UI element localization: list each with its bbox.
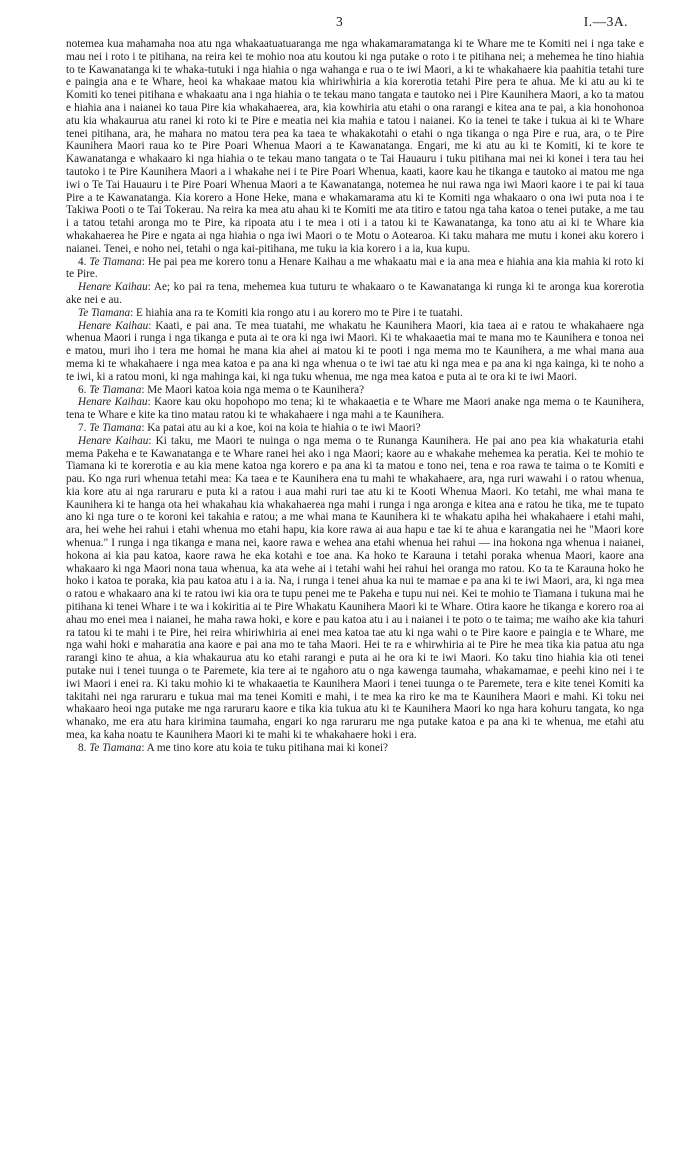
speaker-name: Te Tiamana [78,306,131,319]
paragraph-text: Ae; ko pai ra tena, mehemea kua tuturu te whakaaro o te Kawanatanga ki runga ki te aronga kua korerotia ake nei e au. [66,281,644,306]
speaker-name: Henare Kaihau [78,281,148,294]
paragraph: 6. Te Tiamana: Me Maori katoa koia nga mema o te Kaunihera? [78,383,365,396]
paragraph-text: Kaati, e pai ana. Te mea tuatahi, me whakatu he Kaunihera Maori, kia taea ai e ratou te whakahaere nga whenua Maori i runga i nga tikanga e puta ai te ora ki nga iwi Maori. Ki te whakaaetia mai te mana mo te Kaunihera e tonoa nei e matou, muri iho i tera me homai he mana kia ahei ai matou ki te pooti i nga mema mo te Kaunihera, a me whai mana aua mema ki te whakahaere i nga mea katoa e pa ana ki nga whenua o te iwi tae atu ki nga mea e pa ana ki nga kainga, ki te noho a te iwi, ki a ratou moni, ki nga mahinga kai, ki nga tuku whenua, me nga mea katoa e puta ai te ora ki te iwi Maori. [66,319,644,383]
paragraph-text: A me tino kore atu koia te tuku pitihana mai ki konei? [146,741,389,754]
speaker-name: Henare Kaihau [78,434,149,447]
speaker-name: Henare Kaihau [78,319,149,332]
paragraph: Te Tiamana: E hiahia ana ra te Komiti kia rongo atu i au korero mo te Pire i te tuatahi. [78,306,463,319]
paragraph-text: notemea kua mahamaha noa atu nga whakaatuatuaranga me nga whakamaramatanga ki te Whare me te Komiti nei i nga take e mau nei i roto i te pitihana, na reira kei te mohio noa atu koutou ki nga putake o roto i te pitihana nei; a mehemea he tino hiahia to te Kawanatanga ki te whaka-tutuki i nga hiahia o nga wahanga e rua o te iwi Maori, a ki te whakahaere kia paahitia tetahi ture e paingia ana e te Whare, heoi ka whakaae matou kia whiriwhiria a kia korerotia tetahi Pire pera te ahua. Me ki atu au ki te Komiti ko tenei pitihana e whakaatu ana i nga hiahia o te tekau mano tangata e tautoko nei i Pire Kaunihera Maori, a ko ta matou e hiahia ana i naianei ko taua Pire kia whakahaerea, ara, kia kowhiria atu etahi o ona rarangi e kitea ana te pai, a kia honohonoa atu kia whakaurua atu ranei ki roto ki te Pire e meatia nei kia mahia e tatou i naianei. Ko ia tenei te take i tukua ai ki te Whare tenei pitihana, ara, he mahara no matou tera pea ka taea te whakakotahi o etahi o nga tikanga o nga Pire e rua, ara, o te Pire Kaunihera Maori raua ko te Pire Poari Whenua Maori a te Kawanatanga. Engari, me ki atu au ki te Komiti, ki te kore te Kawanatanga e whakaaro ki nga hiahia o te tekau mano tangata o te Tai Hauauru i tuku pitihana mai nei ki konei i tera tau hei tautoko i te Pire Kaunihera Maori a i whakahe nei i te Pire Poari Whenua, kaati, kaore kau he tikanga e tautoko ai matou me nga iwi o Te Tai Hauauru i te Pire Poari Whenua Maori a te Kawanatanga, notemea he nui rawa nga iwi Maori kaore i te pai ki taua Pire a te Kawanatanga. Kia korero a Hone Heke, mana e whakamarama atu ki te Komiti nga whakaaro o ona iwi puta noa i te Takiwa Pooti o te Tai Tokerau. Na reira ka mea atu ahau ki te Komiti me ata titiro e tatou nga taha katoa o tenei putake, a me tau i a tatou tetahi aronga mo te Pire, ka ripoata atu i te mea i oti i a tatou ki te Kawanatanga, ka tono atu ai ki te Whare kia whakahaerea he Pire e ngata ai nga hiahia o nga iwi Maori o te Motu o Aotearoa. Ki taku mahara me mutu i konei aku korero i naianei. Tenei, e noho nei, tetahi o nga kai-pitihana, me tuku ia kia korero i a ia, kua kupu. [66,38,644,255]
paragraph: 8. Te Tiamana: A me tino kore atu koia te tuku pitihana mai ki konei? [78,741,389,754]
speaker-name: Te Tiamana [89,255,142,268]
document-reference: I.—3A. [583,14,628,29]
speaker-name: Te Tiamana [89,421,142,434]
question-number: 8. [78,741,87,754]
question-number: 6. [78,383,87,396]
paragraph-text: Ka patai atu au ki a koe, koi na koia te hiahia o te iwi Maori? [147,421,421,434]
question-number: 4. [78,255,87,268]
paragraph [66,38,644,256]
page-number: 3 [336,14,343,29]
speaker-name: Te Tiamana [89,741,142,754]
document-body [66,38,644,755]
page-header [0,0,700,40]
question-number: 7. [78,421,87,434]
paragraph: Henare Kaihau: Kaati, e pai ana. Te mea tuatahi, me whakatu he Kaunihera Maori, kia taea ai e ratou te whakahaere nga whenua Maori i runga i nga tikanga e puta ai te ora ki nga iwi Maori. Ki te whakaaetia mai te mana mo te Kaunihera e tonoa nei e matou, muri iho i tera me homai he mana kia ahei ai matou ki te pooti i nga mema mo te Kaunihera, a me whai mana aua mema ki te whakahaere i nga mea katoa e pa ana ki nga whenua o te iwi tae atu ki nga mea e pa ana ki nga kainga, ki te noho a te iwi, ki a ratou moni, ki nga mahinga kai, ki nga tuku whenua, me nga mea katoa e puta ai te ora ki te iwi Maori. [66,319,644,383]
paragraph: 4. Te Tiamana: He pai pea me korero tonu a Henare Kaihau a me whakaatu mai e ia ana mea e hiahia ana kia mahia ki roto ki te Pire. [66,255,645,281]
paragraph: Henare Kaihau: Ae; ko pai ra tena, mehemea kua tuturu te whakaaro o te Kawanatanga ki runga ki te aronga kua korerotia ake nei e au. [66,281,644,306]
paragraph: Henare Kaihau: Kaore kau oku hopohopo mo tena; ki te whakaaetia e te Whare me Maori anake nga mema o te Kaunihera, tena te Whare e kite ka tino matau ratou ki te whakahaere i nga mahi a te Kaunihera. [66,396,644,422]
speaker-name: Henare Kaihau [78,396,148,409]
paragraph: 7. Te Tiamana: Ka patai atu au ki a koe, koi na koia te hiahia o te iwi Maori? [78,421,421,434]
speaker-name: Te Tiamana [89,383,142,396]
paragraph-text: He pai pea me korero tonu a Henare Kaihau a me whakaatu mai e ia ana mea e hiahia ana kia mahia ki roto ki te Pire. [66,255,645,281]
paragraph-text: E hiahia ana ra te Komiti kia rongo atu i au korero mo te Pire i te tuatahi. [136,306,463,319]
paragraph-text: Kaore kau oku hopohopo mo tena; ki te whakaaetia e te Whare me Maori anake nga mema o te Kaunihera, tena te Whare e kite ka tino matau ratou ki te whakahaere i nga mahi a te Kaunihera. [66,396,644,422]
paragraph: Henare Kaihau: Ki taku, me Maori te nuinga o nga mema o te Runanga Kaunihera. He pai ano pea kia whakaturia etahi mema Pakeha e te Kawanatanga e te Whare ranei hei ako i nga Maori; kaore au e whakahe mehemea ka peratia. Kei te mohio te Tiamana ki te korerotia e au kia mene katoa nga korero e pa ana ki ta matou e tono nei, tena e roa rawa te taima o te Komiti e pau. Ko nga ruri whenua tetahi mea: Ka taea e te Kaunihera ena tu mahi te whakahaere, ara, nga ruri wawahi i o ratou whenua, kia kore atu ai nga raruraru e puta ki a ratou i aua mahi ruri tae atu ki te Kooti Whenua Maori. Ko tetahi, me whai mana te Kaunihera ki te hanga ota hei whakahau kia whakahaerea nga mahi i runga i nga aronga e kitea ana e ratou he tika, me te tupato ano ki nga ture o te koroni kei takahia e ratou; a me whai mana te Kaunihera ki te whakatu apiha hei whakahaere i etahi mahi, ara, hei wehe hei rahui i etahi whenua mo etahi hapu, kia kore rawa ai aua hapu e tae ki te ahua e karangatia nei he "Maori kore whenua." I runga i nga tikanga e mana nei, kaore rawa e wehea ana etahi whenua hei rahui — ina hokona nga whenua i naianei, hokona ai kia pau katoa, kaore rawa he eka kotahi e toe ana. Ka hoko te Karauna i tetahi poraka whenua Maori, kaore ana whakaaro ki nga Maori nona taua whenua, ka ata wehe ai i tetahi wahi hei rahui hei oranga mo ratou. Ko ta te Karauna hoko he hoko i katoa te poraka, kia pau katoa atu i a ia. Na, i runga i tenei ahua ka nui te mamae e pa ana ki te iwi Maori, ara, ki nga mea o ratou e whakaaro ana ki te ratou iwi kia ora te tupu penei me te Pakeha e tupu nui nei. Kei te mohio te Tiamana i tukuna mai he pitihana ki tenei Whare i te wa i kokiritia ai te Pire Whakatu Kaunihera Maori ki te Whare. Otira kaore he tikanga e korero roa ai ahau mo enei mea i naianei, he maha rawa hoki, e kore e pau katoa atu i au i naianei i te poto o te taima; me waiho ake kia tahuri ra tatou ki te mahi i te Pire, hei reira whiriwhiria ai enei mea katoa tae atu ki nga wahi o te Pire kaore e paingia e te Whare, me nga wahi hoki e maharatia ana kaore e pai ana mo te taha Maori. Hei te ra e whirwhiria ai te Pire he mea tika kia patua atu nga rarangi kino te ahua, a kia whakaurua atu ko etahi rarangi e puta ai he ora ki te iwi Maori. Ko taku tino hiahia kia oti tenei putake nui i tenei tuunga o te Paremete, kia tere ai te ngahoro atu o nga kawenga taumaha, whakamamae, e peehi kino nei i te iwi Maori i enei ra. Ki taku mohio ki te whakaaetia te Kaunihera Maori i tenei tuunga o te Paremete, tera e kite tenei Komiti ka takitahi nei nga raruraru e tukua mai ma tenei Komiti e mahi, i te mea ka riro ke ma te Kaunihera Maori e mahi. Ki toku nei whakaaro heoi nga putake me nga raruraru kaore e tika kia tukua atu ki te Kaunihera Maori ko nga hara kohuru tangata, ko nga whanako, me era atu hara kirimina taumaha, engari ko nga raruraru me nga putake katoa e pa ana ki te whenua, me etahi atu mea, ka kaha noatu te Kaunihera Maori ki te mahi ki te whakahaere hoki i era. [66,434,644,742]
paragraph-text: Ki taku, me Maori te nuinga o nga mema o te Runanga Kaunihera. He pai ano pea kia whakaturia etahi mema Pakeha e te Kawanatanga e te Whare ranei hei ako i nga Maori; kaore au e whakahe mehemea ka peratia. Kei te mohio te Tiamana ki te korerotia e au kia mene katoa nga korero e pa ana ki ta matou e tono nei, tena e roa rawa te taima o te Komiti e pau. Ko nga ruri whenua tetahi mea: Ka taea e te Kaunihera ena tu mahi te whakahaere, ara, nga ruri wawahi i o ratou whenua, kia kore atu ai nga raruraru e puta ki a ratou i aua mahi ruri tae atu ki te Kooti Whenua Maori. Ko tetahi, me whai mana te Kaunihera ki te hanga ota hei whakahau kia whakahaerea nga mahi i runga i nga aronga e kitea ana e ratou he tika, me te tupato ano ki nga ture o te koroni kei takahia e ratou; a me whai mana te Kaunihera ki te whakatu apiha hei whakahaere i etahi mahi, ara, hei wehe hei rahui i etahi whenua mo etahi hapu, kia kore rawa ai aua hapu e tae ki te ahua e karangatia nei he "Maori kore whenua." I runga i nga tikanga e mana nei, kaore rawa e wehea ana etahi whenua hei rahui — ina hokona nga whenua i naianei, hokona ai kia pau katoa, kaore rawa he eka kotahi e toe ana. Ka hoko te Karauna i tetahi poraka whenua Maori, kaore ana whakaaro ki nga Maori nona taua whenua, ka ata wehe ai i tetahi wahi hei rahui hei oranga mo ratou. Ko ta te Karauna hoko he hoko i katoa te poraka, kia pau katoa atu i a ia. Na, i runga i tenei ahua ka nui te mamae e pa ana ki te iwi Maori, ara, ki nga mea o ratou e whakaaro ana ki te ratou iwi kia ora te tupu penei me te Pakeha e tupu nui nei. Kei te mohio te Tiamana i tukuna mai he pitihana ki tenei Whare i te wa i kokiritia ai te Pire Whakatu Kaunihera Maori ki te Whare. Otira kaore he tikanga e korero roa ai ahau mo enei mea i naianei, he maha rawa hoki, e kore e pau katoa atu i au i naianei i te poto o te taima; me waiho ake kia tahuri ra tatou ki te mahi i te Pire, hei reira whiriwhiria ai enei mea katoa tae atu ki nga wahi o te Pire kaore e paingia e te Whare, me nga wahi hoki e maharatia ana kaore e pai ana mo te taha Maori. Hei te ra e whirwhiria ai te Pire he mea tika kia patua atu nga rarangi kino te ahua, a kia whakaurua atu ko etahi rarangi e puta ai he ora ki te iwi Maori. Ko taku tino hiahia kia oti tenei putake nui i tenei tuunga o te Paremete, kia tere ai te ngahoro atu o nga kawenga taumaha, whakamamae, e peehi kino nei i te iwi Maori i enei ra. Ki taku mohio ki te whakaaetia te Kaunihera Maori i tenei tuunga o te Paremete, tera e kite tenei Komiti ka takitahi nei nga raruraru e tukua mai ma tenei Komiti e mahi, i te mea ka riro ke ma te Kaunihera Maori e mahi. Ki toku nei whakaaro heoi nga putake me nga raruraru kaore e tika kia tukua atu ki te Kaunihera Maori ko nga hara kohuru tangata, ko nga whanako, me era atu hara kirimina taumaha, engari ko nga raruraru me nga putake katoa e pa ana ki te whenua, me etahi atu mea, ka kaha noatu te Kaunihera Maori ki te mahi ki te whakahaere hoki i era. [66,434,644,742]
paragraph-text: Me Maori katoa koia nga mema o te Kaunihera? [147,383,365,396]
